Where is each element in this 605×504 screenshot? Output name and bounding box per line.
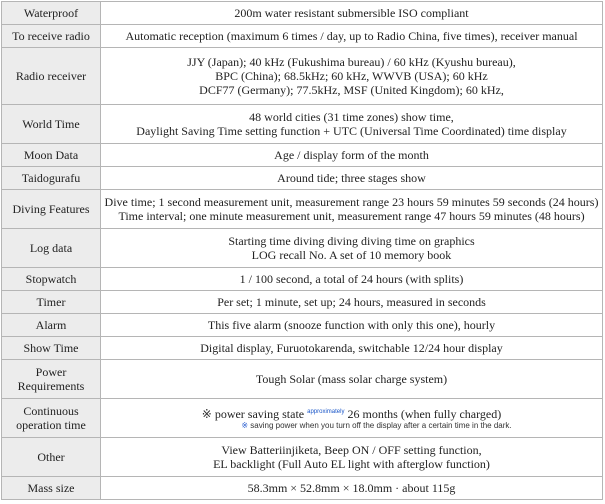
row-label: Radio receiver: [2, 48, 101, 105]
row-label: Timer: [2, 291, 101, 314]
row-value: View Batteriinjiketa, Beep ON / OFF setting function, EL backlight (Full Auto EL light with afterglow function): [101, 438, 603, 477]
row-value: Around tide; three stages show: [101, 167, 603, 190]
table-row: [2, 105, 603, 144]
row-value: 48 world cities (31 time zones) show time, Daylight Saving Time setting function + UTC (Universal Time Coordinated) time display: [101, 105, 603, 144]
table-row: [2, 291, 603, 314]
row-value: JJY (Japan); 40 kHz (Fukushima bureau) / 60 kHz (Kyushu bureau), BPC (China); 68.5kHz; 60 kHz, WWVB (USA); 60 kHz DCF77 (Germany); 77.5kHz, MSF (United Kingdom); 60 kHz,: [101, 48, 603, 105]
row-label: Diving Features: [2, 190, 101, 229]
table-row: [2, 360, 603, 399]
row-value: Age / display form of the month: [101, 144, 603, 167]
row-label: Waterproof: [2, 2, 101, 25]
table-row: [2, 190, 603, 229]
row-label: Power Requirements: [2, 360, 101, 399]
row-label: Continuous operation time: [2, 399, 101, 438]
row-value: ※ power saving state $^{approximately}$ 26 months (when fully charged) ※ saving power when you turn off the display after a certain time in the dark.: [101, 399, 603, 438]
row-value: Tough Solar (mass solar charge system): [101, 360, 603, 399]
row-value: Automatic reception (maximum 6 times / day, up to Radio China, five times), receiver manual: [101, 25, 603, 48]
row-value: 1 / 100 second, a total of 24 hours (with splits): [101, 268, 603, 291]
table-row: [2, 268, 603, 291]
specifications-table: [1, 1, 603, 500]
row-value: Digital display, Furuotokarenda, switchable 12/24 hour display: [101, 337, 603, 360]
row-value: 200m water resistant submersible ISO compliant: [101, 2, 603, 25]
table-row: [2, 314, 603, 337]
row-label: Moon Data: [2, 144, 101, 167]
row-value: Dive time; 1 second measurement unit, measurement range 23 hours 59 minutes 59 seconds (24 hours) Time interval; one minute measurement unit, measurement range 47 hours 59 minutes (48 hours): [101, 190, 603, 229]
table-row: [2, 438, 603, 477]
row-label: Other: [2, 438, 101, 477]
table-row: [2, 48, 603, 105]
row-label: Taidogurafu: [2, 167, 101, 190]
row-label: Stopwatch: [2, 268, 101, 291]
table-row: [2, 337, 603, 360]
table-row: [2, 477, 603, 500]
row-label: World Time: [2, 105, 101, 144]
approximately-note: approximately: [307, 409, 345, 415]
row-value: This five alarm (snooze function with only this one), hourly: [101, 314, 603, 337]
footnote: ※ saving power when you turn off the display after a certain time in the dark.: [241, 421, 512, 430]
table-row: [2, 229, 603, 268]
reference-mark-icon: ※: [201, 407, 212, 421]
row-value: 58.3mm × 52.8mm × 18.0mm · about 115g: [101, 477, 603, 500]
row-value: Per set; 1 minute, set up; 24 hours, measured in seconds: [101, 291, 603, 314]
row-label: Log data: [2, 229, 101, 268]
row-value: Starting time diving diving diving time on graphics LOG recall No. A set of 10 memory book: [101, 229, 603, 268]
reference-mark-icon: ※: [241, 421, 249, 430]
row-label: Show Time: [2, 337, 101, 360]
row-label: Mass size: [2, 477, 101, 500]
table-row: [2, 2, 603, 25]
table-row: [2, 25, 603, 48]
table-row: [2, 144, 603, 167]
table-row: [2, 167, 603, 190]
table-row: [2, 399, 603, 438]
row-label: To receive radio: [2, 25, 101, 48]
row-label: Alarm: [2, 314, 101, 337]
